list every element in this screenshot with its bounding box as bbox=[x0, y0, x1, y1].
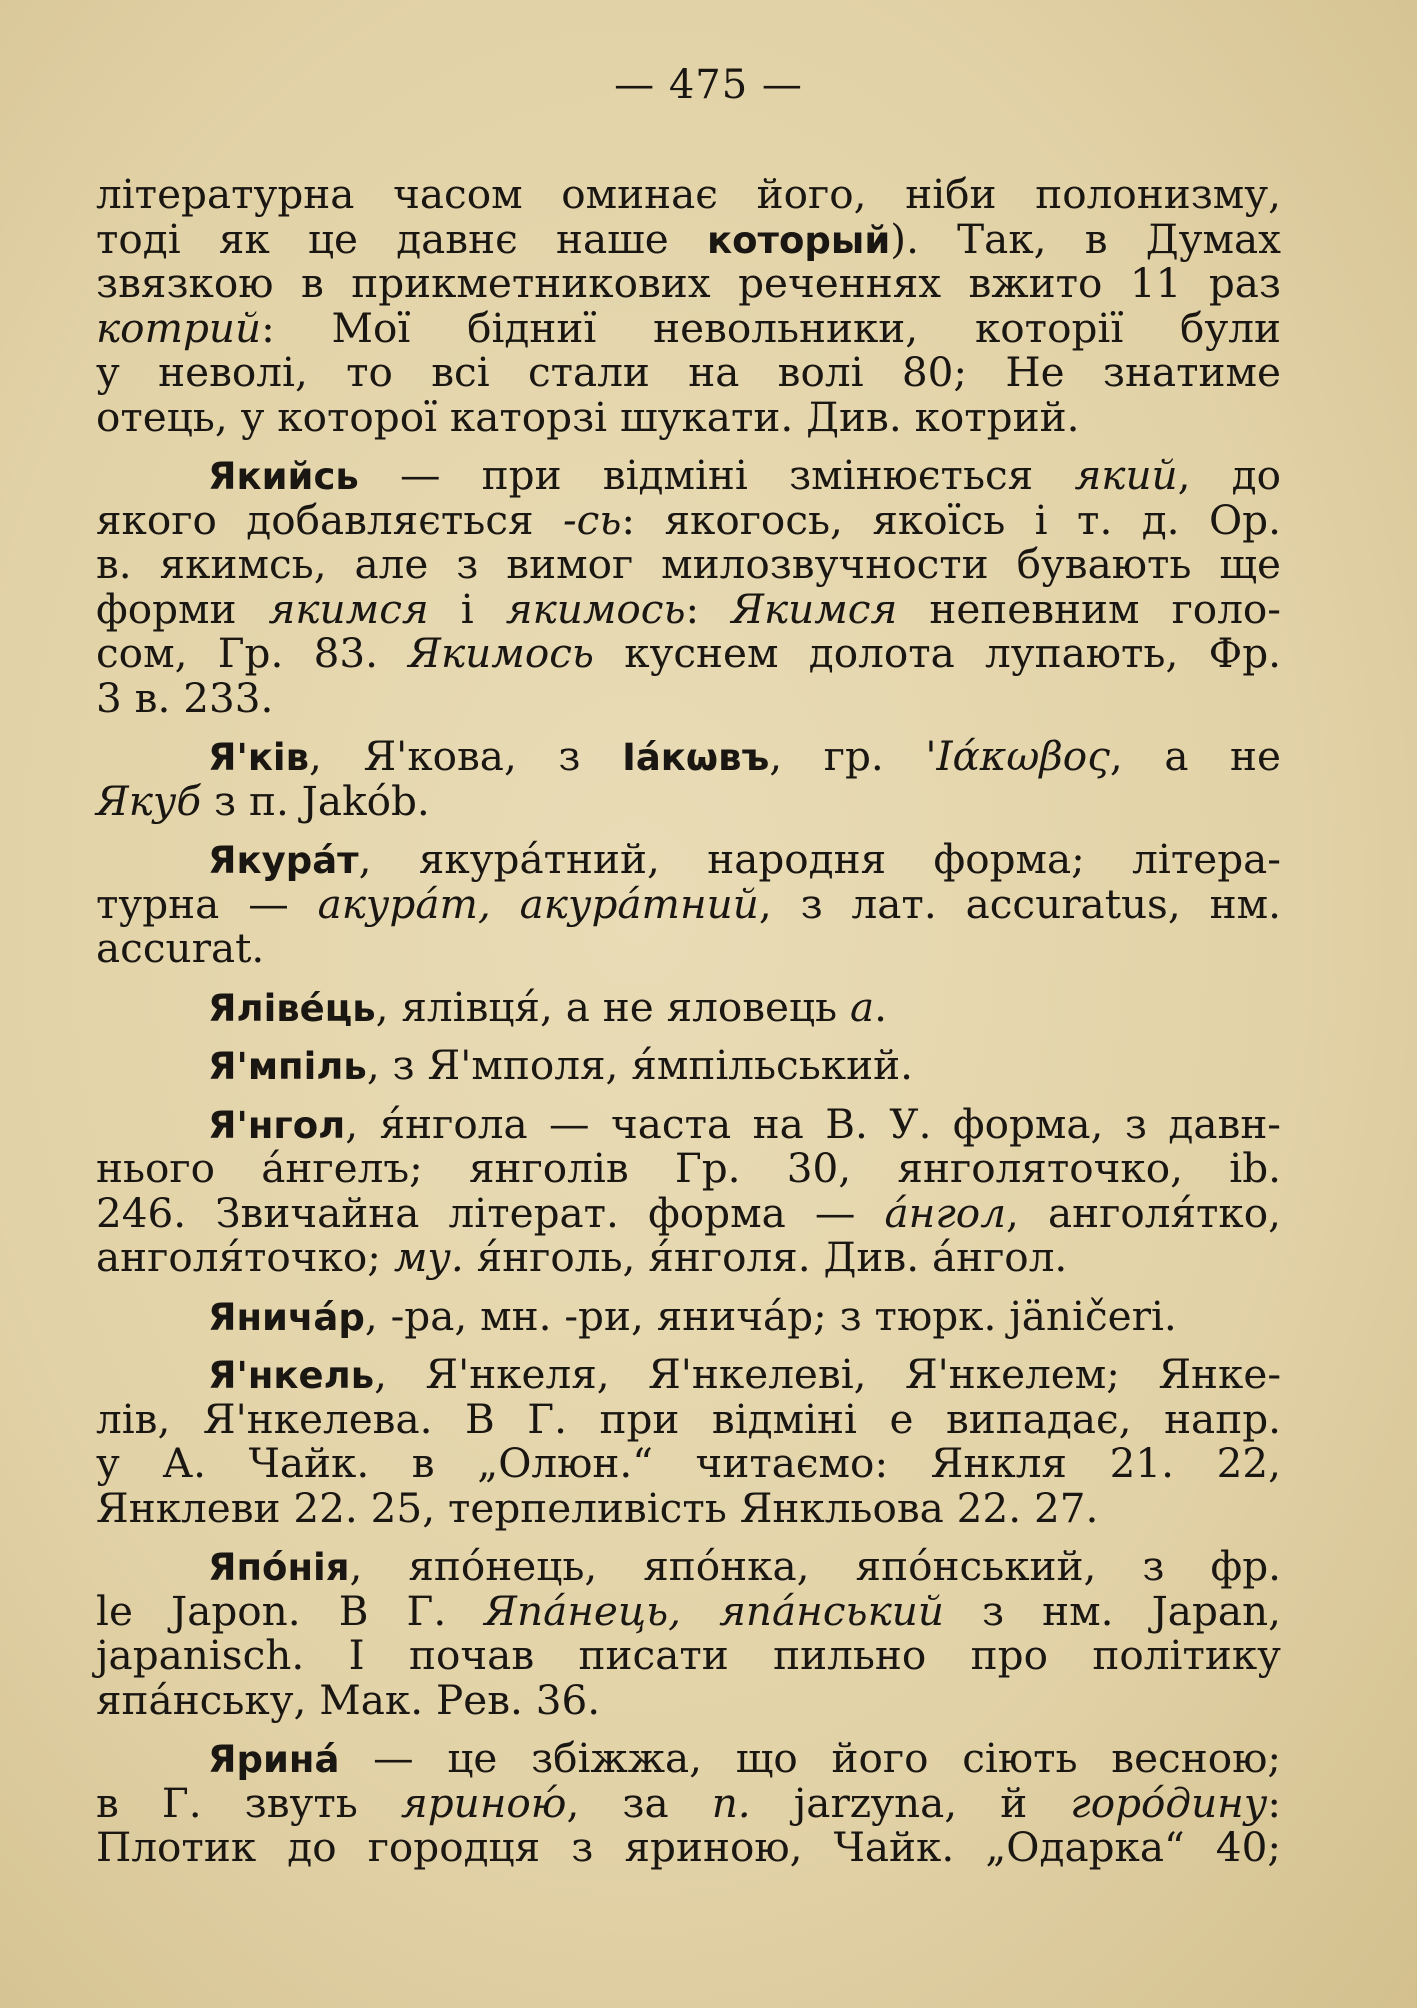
text-line bbox=[96, 495, 1281, 544]
italic-text: Япáнець, япáнський bbox=[484, 1586, 944, 1635]
entry-first-line bbox=[96, 1736, 1281, 1781]
italic-text: який bbox=[1074, 451, 1178, 499]
text-segment: : Мої бідниї невольники, которії були bbox=[261, 303, 1281, 352]
text-segment: : bbox=[685, 584, 732, 633]
headword: Ялівéць bbox=[208, 986, 376, 1030]
text-line bbox=[96, 631, 1281, 676]
text-segment: , ялівця́, а не яловець bbox=[375, 982, 850, 1031]
text-segment: , я́нгола — часта на В. У. форма, з давн- bbox=[345, 1099, 1281, 1148]
text-segment: accurat. bbox=[96, 924, 265, 972]
text-segment: , з лат. accuratus, нм. bbox=[758, 879, 1281, 928]
text-segment: ). Так, в Думах bbox=[890, 214, 1282, 263]
headword: Я'мпіль bbox=[208, 1045, 367, 1088]
text-segment: , Я'кова, з bbox=[309, 732, 623, 780]
text-segment: Плотик до городця з яриною, Чайк. „Одарка“ 40; bbox=[96, 1823, 1281, 1871]
text-segment: , япóнець, япóнка, япóнський, з фр. bbox=[349, 1542, 1281, 1590]
italic-text: якимось bbox=[505, 584, 686, 633]
text-segment: отець, у которої каторзі шукати. Див. котрий. bbox=[96, 392, 1080, 441]
text-segment: непевним голо- bbox=[897, 584, 1281, 633]
headword: Якурáт bbox=[208, 839, 359, 882]
text-line bbox=[96, 1441, 1281, 1486]
text-segment: , -ра, мн. -ри, яничáр; з тюрк. jäničeri. bbox=[364, 1291, 1177, 1340]
text-line bbox=[96, 879, 1281, 928]
text-segment: у неволі, то всі стали на волі 80; Не знатиме bbox=[96, 348, 1281, 396]
text-segment: форми bbox=[96, 584, 269, 633]
headword: Якийсь bbox=[208, 455, 359, 498]
entry-first-line bbox=[96, 982, 1281, 1031]
entry-first-line bbox=[96, 453, 1281, 498]
text-line bbox=[96, 172, 1281, 217]
text-segment: Янклеви 22. 25, терпеливість Янкльова 22. 27. bbox=[96, 1483, 1099, 1532]
headword: Яничáр bbox=[208, 1295, 365, 1339]
text-segment: в. якимсь, але з вимог милозвучности бувають ще bbox=[96, 540, 1281, 588]
italic-text: 'Ιάκωβος bbox=[925, 732, 1110, 780]
text-line bbox=[96, 1586, 1281, 1635]
text-line bbox=[96, 1394, 1281, 1443]
text-segment: якого добавляється bbox=[96, 495, 563, 544]
entry-first-line bbox=[96, 1099, 1281, 1148]
text-segment: у А. Чайк. в „Олюн.“ читаємо: Янкля 21. 22, bbox=[96, 1439, 1281, 1487]
entry-first-line bbox=[96, 1352, 1281, 1397]
text-segment: сом, Гр. 83. bbox=[96, 629, 409, 677]
text-segment: і bbox=[428, 584, 506, 633]
text-line bbox=[96, 1188, 1281, 1237]
headword: Я'ків bbox=[208, 736, 310, 779]
text-segment: — це збіжжа, що його сіють весною; bbox=[339, 1734, 1281, 1782]
italic-text: горóдину bbox=[1070, 1778, 1268, 1827]
italic-text: котрий bbox=[96, 303, 262, 352]
text-segment: лів, Я'нкелева. В Г. при відміні е випадає, напр. bbox=[96, 1394, 1281, 1443]
text-segment: літературна часом оминає його, ніби полонизму, bbox=[96, 170, 1281, 218]
italic-text: п. bbox=[711, 1778, 751, 1827]
text-segment: jarzyna, й bbox=[750, 1778, 1071, 1827]
italic-text: Якуб bbox=[96, 776, 202, 825]
text-segment: анголя́точко; bbox=[96, 1233, 394, 1281]
text-line bbox=[96, 303, 1281, 352]
text-line bbox=[96, 776, 1281, 825]
entry-first-line bbox=[96, 734, 1281, 779]
italic-text: Якимся bbox=[731, 584, 898, 633]
text-segment: тоді як це давнє наше bbox=[96, 214, 707, 263]
text-line bbox=[96, 584, 1281, 633]
text-segment: , за bbox=[566, 1778, 712, 1827]
text-line bbox=[96, 1146, 1281, 1191]
text-segment: : якогось, якоїсь і т. д. Ор. bbox=[621, 495, 1281, 544]
text-line bbox=[96, 1235, 1281, 1280]
text-segment: , а не bbox=[1109, 732, 1281, 780]
text-segment: япáнську, Мак. Рев. 36. bbox=[96, 1675, 601, 1724]
text-segment: : bbox=[1267, 1778, 1282, 1827]
text-segment: — при відміні змінюється bbox=[358, 451, 1075, 499]
text-segment: з нм. Japan, bbox=[943, 1586, 1281, 1635]
dictionary-text bbox=[96, 172, 1281, 1870]
text-segment: , анголя́тко, bbox=[1005, 1188, 1281, 1237]
text-segment: , до bbox=[1177, 451, 1281, 499]
text-line bbox=[96, 350, 1281, 395]
text-segment: japanisch. І почав писати пильно про політику bbox=[96, 1631, 1281, 1679]
text-line bbox=[96, 261, 1281, 306]
text-line bbox=[96, 214, 1282, 263]
italic-text: -сь bbox=[562, 495, 622, 544]
text-line bbox=[96, 392, 1281, 441]
text-segment: , з Я'мполя, я́мпільський. bbox=[366, 1041, 913, 1089]
italic-text: якимся bbox=[268, 584, 429, 633]
text-segment: я́нголь, я́нголя. Див. а́нгол. bbox=[463, 1233, 1068, 1281]
headword: Я'нгол bbox=[208, 1103, 346, 1147]
entry-first-line bbox=[96, 1043, 1281, 1088]
text-segment: з п. Jakób. bbox=[201, 776, 430, 825]
text-segment: турна — bbox=[96, 879, 318, 928]
text-segment: 3 в. 233. bbox=[96, 673, 274, 722]
headword: который bbox=[707, 218, 891, 262]
text-line bbox=[96, 1483, 1281, 1532]
text-line bbox=[96, 1825, 1281, 1870]
text-segment: , Я'нкеля, Я'нкелеві, Я'нкелем; Янке- bbox=[374, 1350, 1281, 1398]
text-segment: , гр. bbox=[769, 732, 926, 780]
page-number: — 475 — bbox=[614, 62, 803, 108]
text-segment: , якурáтний, народня форма; літера- bbox=[358, 835, 1281, 883]
text-segment: нього а́нгелъ; янголів Гр. 30, янголяточко, ib. bbox=[96, 1144, 1281, 1192]
text-line bbox=[96, 542, 1281, 587]
text-line bbox=[96, 1675, 1281, 1724]
italic-text: акурáт, акурáтний bbox=[317, 879, 759, 928]
headword: Япóнія bbox=[208, 1546, 350, 1589]
entry-first-line bbox=[96, 1544, 1281, 1589]
text-segment: в Г. звуть bbox=[96, 1778, 401, 1827]
italic-text: а́нгол bbox=[884, 1188, 1006, 1237]
entry-first-line bbox=[96, 837, 1281, 882]
text-line bbox=[96, 926, 1281, 971]
text-segment: звязкою в прикметникових реченнях вжито 11 раз bbox=[96, 259, 1281, 307]
italic-text: Якимось bbox=[408, 629, 594, 677]
headword: Ярина́ bbox=[208, 1738, 340, 1781]
text-segment: le Japon. В Г. bbox=[96, 1586, 485, 1635]
italic-text: а bbox=[849, 982, 875, 1031]
headword: Я'нкель bbox=[208, 1354, 375, 1397]
text-line bbox=[96, 1633, 1281, 1678]
text-segment: куснем долота лупають, Фр. bbox=[593, 629, 1282, 677]
text-line bbox=[96, 1778, 1282, 1827]
text-segment: 246. Звичайна літерат. форма — bbox=[96, 1188, 885, 1237]
headword: Іáкѡвъ bbox=[622, 736, 770, 779]
italic-text: яриною́ bbox=[400, 1778, 567, 1827]
italic-text: му. bbox=[393, 1233, 464, 1281]
text-segment: . bbox=[874, 982, 888, 1031]
entry-first-line bbox=[96, 1291, 1281, 1340]
text-line bbox=[96, 673, 1281, 722]
